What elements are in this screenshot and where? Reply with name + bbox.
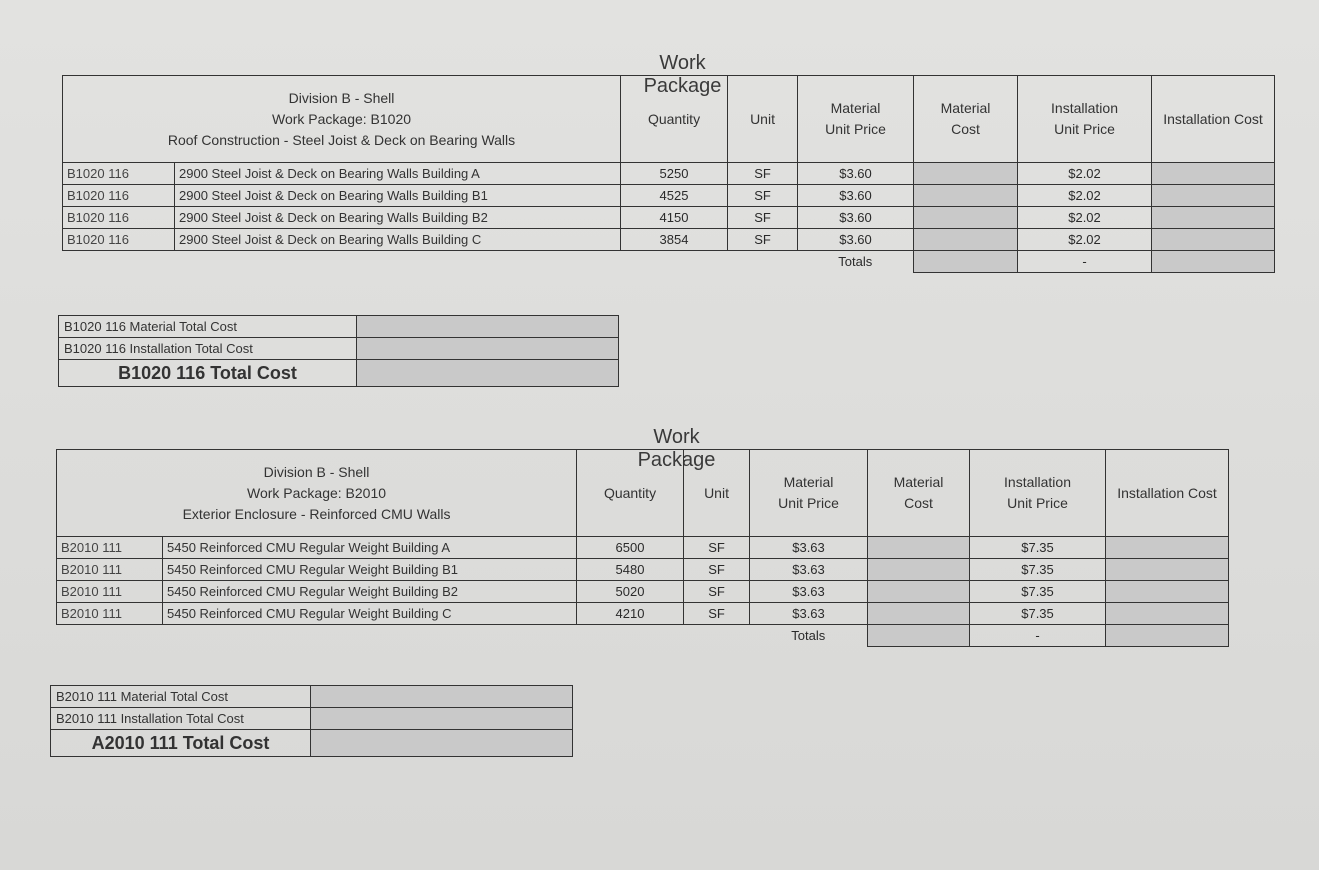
totals-row [63, 251, 1275, 273]
table-row [63, 207, 1275, 229]
summary-row [51, 686, 573, 708]
row-quantity: 4150 [621, 207, 728, 229]
total-cost-label: B1020 116 Total Cost [59, 360, 357, 387]
row-installation-cost-input[interactable] [1106, 603, 1229, 625]
summary-row [51, 708, 573, 730]
work-package-code: Work Package: B1020 [271, 110, 412, 127]
installation-cost-header: Installation Cost [1106, 450, 1229, 537]
totals-label: Totals [838, 254, 873, 270]
row-description: 5450 Reinforced CMU Regular Weight Building B1 [163, 559, 577, 581]
total-cost-input[interactable] [311, 730, 573, 757]
row-code: B2010 111 [57, 559, 163, 581]
table-row [57, 581, 1229, 603]
row-material-unit-price: $3.60 [798, 163, 914, 185]
table-row [57, 559, 1229, 581]
material-total-input[interactable] [357, 316, 619, 338]
row-material-cost-input[interactable] [914, 163, 1018, 185]
row-installation-unit-price: $2.02 [1018, 163, 1152, 185]
total-installation-cost-input[interactable] [1106, 625, 1229, 647]
row-installation-cost-input[interactable] [1152, 229, 1275, 251]
row-quantity: 5480 [577, 559, 684, 581]
material-cost-header: Material Cost [914, 76, 1018, 163]
row-material-unit-price: $3.60 [798, 185, 914, 207]
material-total-label: B1020 116 Material Total Cost [59, 316, 357, 338]
row-installation-cost-input[interactable] [1106, 581, 1229, 603]
unit-header: Unit [728, 76, 798, 163]
row-installation-unit-price: $7.35 [970, 559, 1106, 581]
row-unit: SF [684, 581, 750, 603]
row-description: 5450 Reinforced CMU Regular Weight Building B2 [163, 581, 577, 603]
work-package-label-2: Work Package [637, 426, 716, 471]
installation-unit-price-header: Installation Unit Price [970, 450, 1106, 537]
row-installation-cost-input[interactable] [1106, 537, 1229, 559]
row-installation-unit-price: $7.35 [970, 581, 1106, 603]
total-installation-unit-price: - [970, 625, 1106, 647]
row-description: 5450 Reinforced CMU Regular Weight Building A [163, 537, 577, 559]
row-description: 2900 Steel Joist & Deck on Bearing Walls Building C [175, 229, 621, 251]
table-header-row [63, 76, 1275, 163]
row-code: B2010 111 [57, 603, 163, 625]
row-quantity: 3854 [621, 229, 728, 251]
row-code: B1020 116 [63, 207, 175, 229]
table-row [63, 185, 1275, 207]
quantity-header: Quantity [621, 76, 728, 163]
row-code: B2010 111 [57, 537, 163, 559]
total-cost-input[interactable] [357, 360, 619, 387]
material-unit-price-header: Material Unit Price [750, 450, 868, 537]
row-material-unit-price: $3.63 [750, 559, 868, 581]
row-unit: SF [684, 603, 750, 625]
row-unit: SF [728, 163, 798, 185]
row-material-unit-price: $3.63 [750, 603, 868, 625]
totals-label: Totals [791, 628, 826, 644]
summary-row [59, 316, 619, 338]
summary-table-b1020 [58, 315, 619, 387]
row-code: B1020 116 [63, 229, 175, 251]
row-material-cost-input[interactable] [914, 229, 1018, 251]
quantity-header: Quantity [577, 450, 684, 537]
table-row [63, 163, 1275, 185]
installation-cost-header: Installation Cost [1152, 76, 1275, 163]
total-cost-label: A2010 111 Total Cost [51, 730, 311, 757]
package-heading [57, 450, 577, 537]
work-package-table-b2010 [56, 449, 1229, 647]
total-installation-cost-input[interactable] [1152, 251, 1275, 273]
row-description: 5450 Reinforced CMU Regular Weight Building C [163, 603, 577, 625]
row-material-cost-input[interactable] [868, 559, 970, 581]
summary-total-row [59, 360, 619, 387]
material-unit-price-header: Material Unit Price [798, 76, 914, 163]
row-material-unit-price: $3.63 [750, 581, 868, 603]
summary-row [59, 338, 619, 360]
row-description: 2900 Steel Joist & Deck on Bearing Walls Building A [175, 163, 621, 185]
row-unit: SF [684, 559, 750, 581]
row-description: 2900 Steel Joist & Deck on Bearing Walls Building B2 [175, 207, 621, 229]
installation-unit-price-header: Installation Unit Price [1018, 76, 1152, 163]
material-total-label: B2010 111 Material Total Cost [51, 686, 311, 708]
row-material-cost-input[interactable] [868, 581, 970, 603]
row-installation-unit-price: $7.35 [970, 537, 1106, 559]
division-title: Division B - Shell [263, 463, 370, 480]
installation-total-input[interactable] [311, 708, 573, 730]
row-installation-unit-price: $2.02 [1018, 207, 1152, 229]
row-unit: SF [728, 207, 798, 229]
total-material-cost-input[interactable] [868, 625, 970, 647]
row-material-cost-input[interactable] [868, 537, 970, 559]
row-material-cost-input[interactable] [914, 185, 1018, 207]
material-cost-header: Material Cost [868, 450, 970, 537]
row-installation-cost-input[interactable] [1152, 207, 1275, 229]
package-description: Exterior Enclosure - Reinforced CMU Walls [182, 505, 451, 522]
row-code: B2010 111 [57, 581, 163, 603]
summary-total-row [51, 730, 573, 757]
row-material-unit-price: $3.60 [798, 229, 914, 251]
row-installation-cost-input[interactable] [1106, 559, 1229, 581]
row-quantity: 4525 [621, 185, 728, 207]
total-material-cost-input[interactable] [914, 251, 1018, 273]
row-installation-unit-price: $2.02 [1018, 185, 1152, 207]
summary-table-b2010 [50, 685, 573, 757]
row-installation-unit-price: $7.35 [970, 603, 1106, 625]
unit-header: Unit [684, 450, 750, 537]
row-unit: SF [684, 537, 750, 559]
row-quantity: 5020 [577, 581, 684, 603]
work-package-table-b1020 [62, 75, 1275, 273]
package-heading [63, 76, 621, 163]
work-package-code: Work Package: B2010 [246, 484, 387, 501]
row-code: B1020 116 [63, 163, 175, 185]
row-description: 2900 Steel Joist & Deck on Bearing Walls Building B1 [175, 185, 621, 207]
row-installation-unit-price: $2.02 [1018, 229, 1152, 251]
table-row [57, 537, 1229, 559]
total-installation-unit-price: - [1018, 251, 1152, 273]
row-material-cost-input[interactable] [868, 603, 970, 625]
row-installation-cost-input[interactable] [1152, 185, 1275, 207]
table-row [63, 229, 1275, 251]
work-package-label-1: Work Package [643, 52, 722, 97]
table-row [57, 603, 1229, 625]
package-description: Roof Construction - Steel Joist & Deck on Bearing Walls [167, 131, 516, 148]
row-unit: SF [728, 185, 798, 207]
installation-total-input[interactable] [357, 338, 619, 360]
row-unit: SF [728, 229, 798, 251]
row-code: B1020 116 [63, 185, 175, 207]
division-title: Division B - Shell [288, 89, 395, 106]
row-quantity: 4210 [577, 603, 684, 625]
material-total-input[interactable] [311, 686, 573, 708]
table-header-row [57, 450, 1229, 537]
row-quantity: 6500 [577, 537, 684, 559]
row-quantity: 5250 [621, 163, 728, 185]
row-material-unit-price: $3.63 [750, 537, 868, 559]
installation-total-label: B1020 116 Installation Total Cost [59, 338, 357, 360]
installation-total-label: B2010 111 Installation Total Cost [51, 708, 311, 730]
row-material-cost-input[interactable] [914, 207, 1018, 229]
row-material-unit-price: $3.60 [798, 207, 914, 229]
totals-row [57, 625, 1229, 647]
row-installation-cost-input[interactable] [1152, 163, 1275, 185]
